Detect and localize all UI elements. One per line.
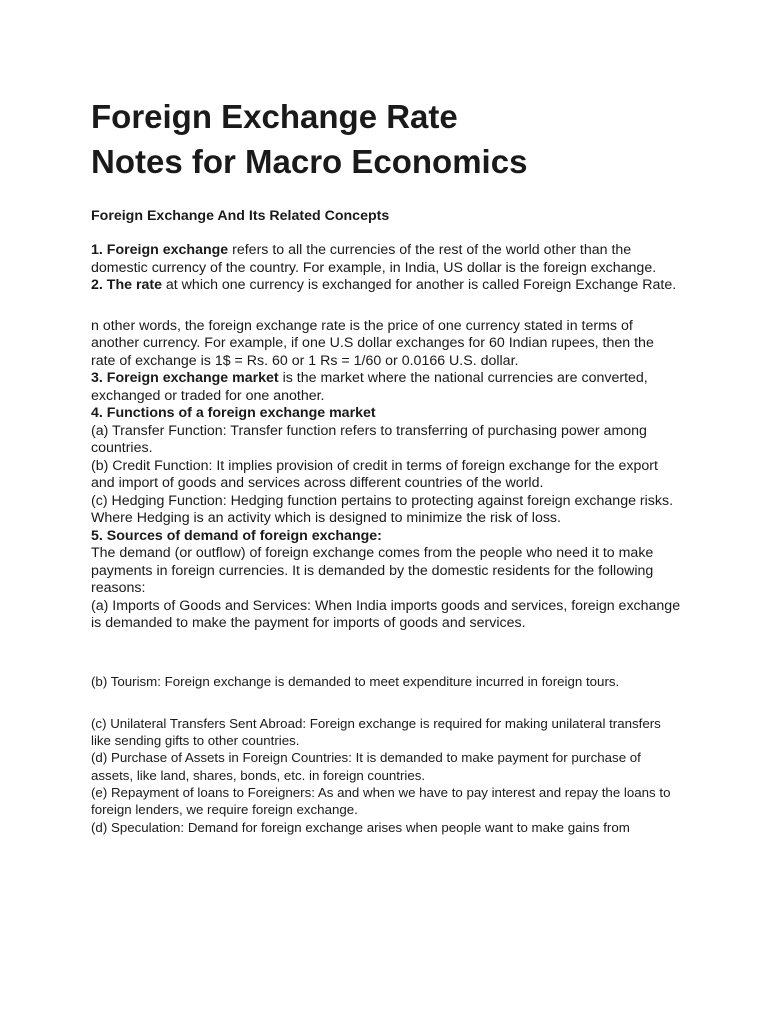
demand-tourism: (b) Tourism: Foreign exchange is demanded to meet expenditure incurred in foreign tours. <box>91 673 620 689</box>
function-credit: (b) Credit Function: It implies provision of credit in terms of foreign exchange for the export and import of goods and services across different countries of the world. <box>91 457 658 491</box>
page-title: Foreign Exchange Rate Notes for Macro Economics <box>91 98 528 180</box>
demand-repayment-loans: (e) Repayment of loans to Foreigners: As and when we have to pay interest and repay the loans to foreign lenders, we require foreign exchange. <box>91 784 671 818</box>
demand-speculation: (d) Speculation: Demand for foreign exchange arises when people want to make gains from <box>91 819 630 835</box>
paragraph-market <box>91 370 681 405</box>
body-text <box>91 242 681 633</box>
definition-foreign-exchange: refers to all the currencies of the rest of the world other than the domestic currency of the country. For example, in India, US dollar is the foreign exchange. <box>91 242 657 276</box>
paragraph-foreign-exchange <box>91 242 681 277</box>
term-foreign-exchange: 1. Foreign exchange <box>91 242 229 258</box>
heading-sources-text: 5. Sources of demand of foreign exchange: <box>91 527 382 544</box>
demand-imports: (a) Imports of Goods and Services: When India imports goods and services, foreign exchange is demanded to make the payment for imports of goods and services. <box>91 597 681 631</box>
definition-rate: at which one currency is exchanged for another is called Foreign Exchange Rate. <box>161 277 677 293</box>
function-transfer: (a) Transfer Function: Transfer function refers to transferring of purchasing power among countries. <box>91 422 647 456</box>
paragraph-rate <box>91 277 681 295</box>
heading-sources <box>91 528 681 546</box>
demand-unilateral-transfers: (c) Unilateral Transfers Sent Abroad: Foreign exchange is required for making unilateral transfers like sending gifts to other countries. <box>91 715 661 749</box>
paragraph-other-words: n other words, the foreign exchange rate is the price of one currency stated in terms of another currency. For example, if one U.S dollar exchanges for 60 Indian rupees, then the rate of exchange is 1$ = Rs. 60 or 1 Rs = 1/60 or 0.0166 U.S. dollar. <box>91 317 654 369</box>
definition-market: is the market where the national currencies are converted, exchanged or traded for one another. <box>91 370 648 404</box>
heading-functions <box>91 405 681 423</box>
function-hedging: (c) Hedging Function: Hedging function pertains to protecting against foreign exchange risks. Where Hedging is an activity which is designed to minimize the risk of loss. <box>91 492 674 526</box>
heading-functions-text: 4. Functions of a foreign exchange market <box>91 405 376 421</box>
paragraph-demand: The demand (or outflow) of foreign exchange comes from the people who need it to make payments in foreign currencies. It is demanded by the domestic residents for the following reasons: <box>91 545 654 596</box>
term-rate: 2. The rate <box>91 277 162 293</box>
section-heading: Foreign Exchange And Its Related Concepts <box>91 208 390 224</box>
term-market: 3. Foreign exchange market <box>91 370 279 386</box>
demand-purchase-assets: (d) Purchase of Assets in Foreign Countries: It is demanded to make payment for purchase of assets, like land, shares, bonds, etc. in foreign countries. <box>91 750 641 783</box>
body-text-small <box>91 673 681 836</box>
